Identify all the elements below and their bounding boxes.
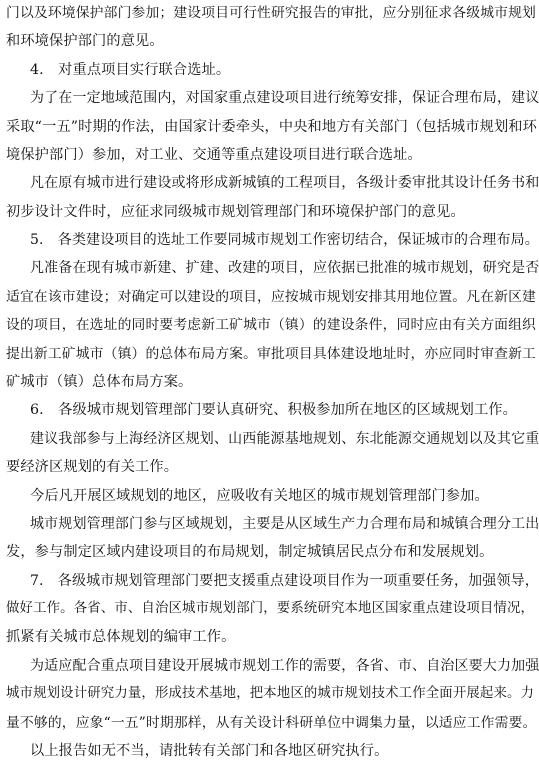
paragraph-first-line: 建议我部参与上海经济区规划、山西能源基地规划、东北能源交通规划以及其它重 (30, 430, 539, 447)
paragraph-first-line: 以上报告如无不当，请批转有关部门和各地区研究执行。 (30, 743, 389, 759)
paragraph-first-line: 4. 对重点项目实行联合选址。 (30, 61, 231, 78)
paragraph-first-line: 6. 各级城市规划管理部门要认真研究、积极参加所在地区的区域规划工作。 (30, 402, 517, 419)
paragraph-line: 要经济区规划的有关工作。 (6, 459, 179, 476)
paragraph-first-line: 城市规划管理部门参与区域规划，主要是从区域生产力合理布局和城镇合理分工出 (30, 515, 539, 532)
paragraph-first-line: 为了在一定地域范围内，对国家重点建设项目进行统筹安排，保证合理布局，建议 (30, 90, 539, 107)
paragraph-line: 矿城市（镇）总体布局方案。 (6, 374, 193, 390)
paragraph-first-line: 今后凡开展区域规划的地区，应吸收有关地区的城市规划管理部门参加。 (30, 487, 489, 504)
paragraph-line: 境保护部门）参加，对工业、交通等重点建设项目进行联合选址。 (6, 146, 422, 163)
paragraph-line: 门以及环境保护部门参加；建设项目可行性研究报告的审批，应分别征求各级城市规划 (6, 5, 536, 21)
paragraph-line: 发，参与制定区域内建设项目的布局规划，制定城镇居民点分布和发展规划。 (6, 544, 494, 561)
paragraph-line: 量不够的，应象“一五”时期那样，从有关设计科研单位中调集力量，以适应工作需要。 (6, 714, 537, 731)
paragraph-line: 抓紧有关城市总体规划的编审工作。 (6, 629, 236, 646)
paragraph-line: 适宜在该市建设；对确定可以建设的项目，应按城市规划安排其用地位置。凡在新区建 (6, 288, 536, 305)
paragraph-first-line: 5. 各类建设项目的选址工作要同城市规划工作密切结合，保证城市的合理布局。 (30, 232, 539, 249)
paragraph-line: 采取“一五”时期的作法，由国家计委牵头，中央和地方有关部门（包括城市规划和环 (6, 118, 537, 135)
paragraph-line: 城市规划设计研究力量，形成技术基地，把本地区的城市规划技术工作全面开展起来。力 (6, 686, 535, 702)
paragraph-first-line: 7. 各级城市规划管理部门要把支援重点建设项目作为一项重要任务，加强领导， (30, 572, 539, 589)
paragraph-line: 和环境保护部门的意见。 (6, 33, 164, 50)
paragraph-first-line: 凡在原有城市进行建设或将形成新城镇的工程项目，各级计委审批其设计任务书和 (30, 175, 539, 192)
paragraph-first-line: 为适应配合重点项目建设开展城市规划工作的需要，各省、市、自治区要大力加强 (30, 657, 539, 674)
paragraph-line: 设的项目，在选址的同时要考虑新工矿城市（镇）的建设条件，同时应由有关方面组织 (6, 317, 536, 334)
paragraph-line: 提出新工矿城市（镇）的总体布局方案。审批项目具体建设地址时，亦应同时审查新工 (6, 345, 536, 362)
paragraph-line: 初步设计文件时，应征求同级城市规划管理部门和环境保护部门的意见。 (6, 203, 465, 220)
paragraph-first-line: 凡准备在现有城市新建、扩建、改建的项目，应依据已批准的城市规划，研究是否 (30, 260, 539, 277)
paragraph-line: 做好工作。各省、市、自治区城市规划部门，要系统研究本地区国家重点建设项目情况， (6, 601, 535, 617)
